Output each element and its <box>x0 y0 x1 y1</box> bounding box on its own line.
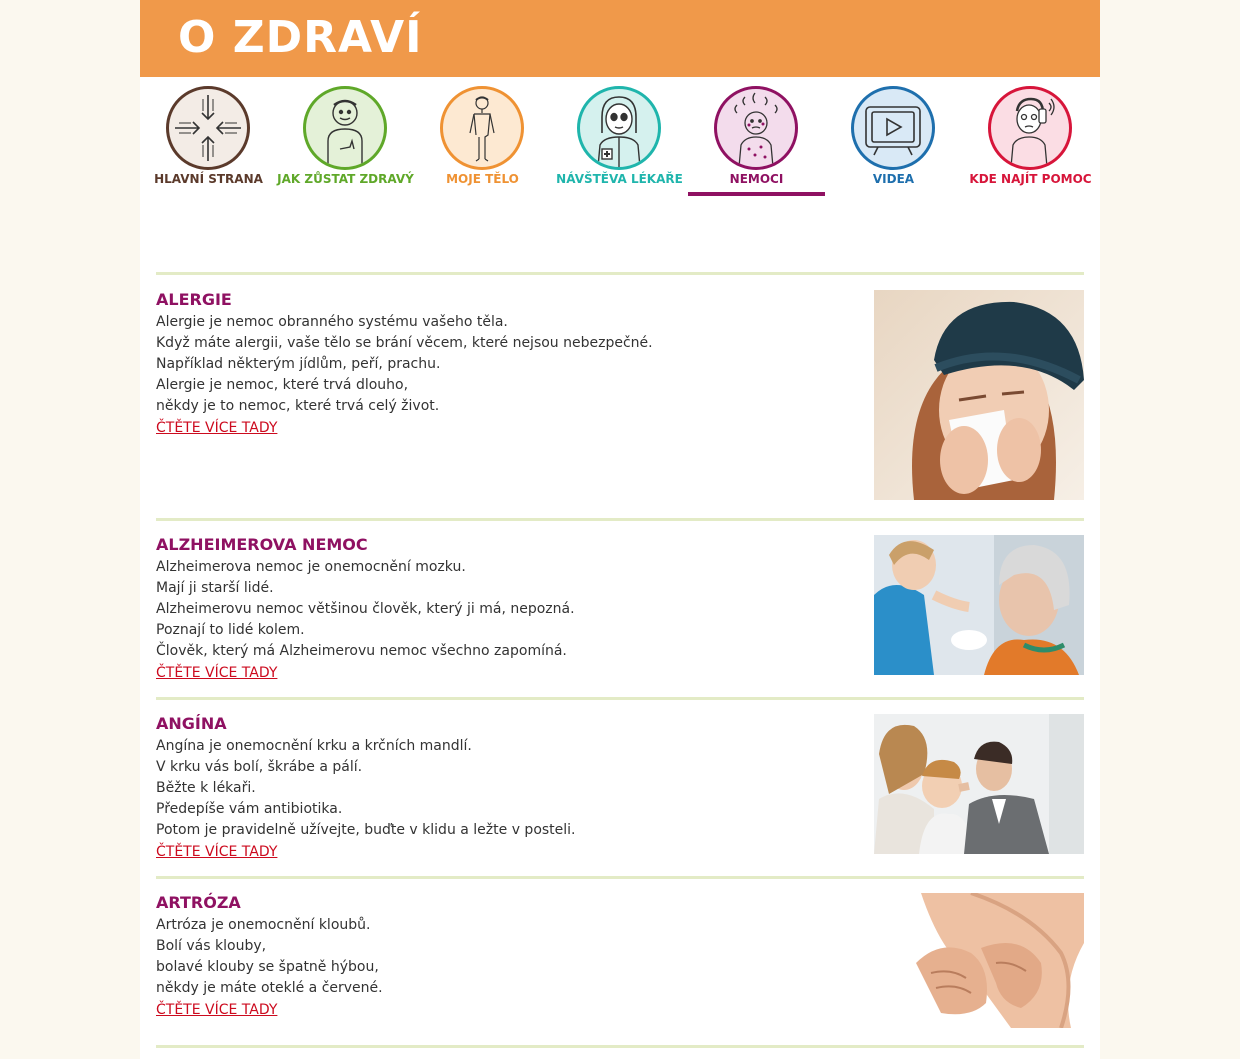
article-text-line: Potom je pravidelně užívejte, buďte v klidu a ležte v posteli. <box>156 822 576 838</box>
nurse-feeding-elderly-photo[interactable] <box>874 535 1084 675</box>
nav-item-doctor-visit[interactable] <box>551 77 688 197</box>
doctor-icon[interactable] <box>577 86 661 170</box>
article-text-line: Alergie je nemoc obranného systému vašeho těla. <box>156 314 508 330</box>
nav-label-my-body: MOJE TĚLO <box>446 172 519 186</box>
article-text-line: Alzheimerova nemoc je onemocnění mozku. <box>156 559 466 575</box>
arrows-icon[interactable] <box>166 86 250 170</box>
site-header <box>140 0 1100 77</box>
nav-item-home[interactable] <box>140 77 277 197</box>
article-text-line: Mají ji starší lidé. <box>156 580 274 596</box>
nav-label-stay-healthy: JAK ZŮSTAT ZDRAVÝ <box>277 172 414 186</box>
active-tab-indicator <box>688 192 825 196</box>
read-more-link[interactable]: ČTĚTE VÍCE TADY <box>156 844 278 860</box>
body-icon[interactable] <box>440 86 524 170</box>
separator <box>156 272 1084 275</box>
nav-label-diseases: NEMOCI <box>729 172 784 186</box>
nav-label-doctor-visit: NÁVŠTĚVA LÉKAŘE <box>556 172 683 186</box>
article-text-line: Člověk, který má Alzheimerovu nemoc všechno zapomíná. <box>156 643 567 659</box>
article-text-line: Artróza je onemocnění kloubů. <box>156 917 371 933</box>
article-text-line: V krku vás bolí, škrábe a pálí. <box>156 759 363 775</box>
article-text-line: někdy je máte oteklé a červené. <box>156 980 383 996</box>
knee-pain-photo[interactable] <box>911 893 1084 1028</box>
nav-item-videos[interactable] <box>825 77 962 197</box>
nav-label-home: HLAVNÍ STRANA <box>154 172 263 186</box>
article-alzheimer <box>156 535 1084 684</box>
nav-item-stay-healthy[interactable] <box>277 77 414 197</box>
phone-person-icon[interactable] <box>988 86 1072 170</box>
article-text-line: Alzheimerovu nemoc většinou člověk, který ji má, nepozná. <box>156 601 575 617</box>
article-title[interactable]: ARTRÓZA <box>156 893 241 912</box>
article-text-line: Běžte k lékaři. <box>156 780 256 796</box>
category-nav <box>140 77 1100 197</box>
article-title[interactable]: ANGÍNA <box>156 714 227 733</box>
article-title[interactable]: ALZHEIMEROVA NEMOC <box>156 535 368 554</box>
article-text-line: někdy je to nemoc, které trvá celý život. <box>156 398 440 414</box>
article-arthrosis <box>156 893 1084 1021</box>
article-text-line: Bolí vás klouby, <box>156 938 267 954</box>
article-text-line: Angína je onemocnění krku a krčních mandlí. <box>156 738 472 754</box>
nav-item-find-help[interactable] <box>962 77 1099 197</box>
sick-person-icon[interactable] <box>714 86 798 170</box>
article-text-line: Když máte alergii, vaše tělo se brání věcem, které nejsou nebezpečné. <box>156 335 653 351</box>
read-more-link[interactable]: ČTĚTE VÍCE TADY <box>156 1002 278 1018</box>
page <box>140 0 1100 1059</box>
article-text-line: Předepíše vám antibiotika. <box>156 801 343 817</box>
separator <box>156 518 1084 521</box>
separator <box>156 1045 1084 1048</box>
nav-item-diseases[interactable] <box>688 77 825 197</box>
nav-label-find-help: KDE NAJÍT POMOC <box>969 172 1092 186</box>
article-text-line: bolavé klouby se špatně hýbou, <box>156 959 379 975</box>
article-title[interactable]: ALERGIE <box>156 290 232 309</box>
woman-sneezing-photo[interactable] <box>874 290 1084 500</box>
article-allergy <box>156 290 1084 439</box>
healthy-person-icon[interactable] <box>303 86 387 170</box>
article-text-line: Poznají to lidé kolem. <box>156 622 305 638</box>
article-text-line: Alergie je nemoc, které trvá dlouho, <box>156 377 409 393</box>
separator <box>156 697 1084 700</box>
read-more-link[interactable]: ČTĚTE VÍCE TADY <box>156 665 278 681</box>
nav-item-my-body[interactable] <box>414 77 551 197</box>
doctor-examining-child-photo[interactable] <box>874 714 1084 854</box>
separator <box>156 876 1084 879</box>
tv-icon[interactable] <box>851 86 935 170</box>
nav-label-videos: VIDEA <box>872 172 915 186</box>
site-title[interactable]: O ZDRAVÍ <box>178 12 423 63</box>
read-more-link[interactable]: ČTĚTE VÍCE TADY <box>156 420 278 436</box>
article-text-line: Například některým jídlům, peří, prachu. <box>156 356 441 372</box>
article-angina <box>156 714 1084 863</box>
